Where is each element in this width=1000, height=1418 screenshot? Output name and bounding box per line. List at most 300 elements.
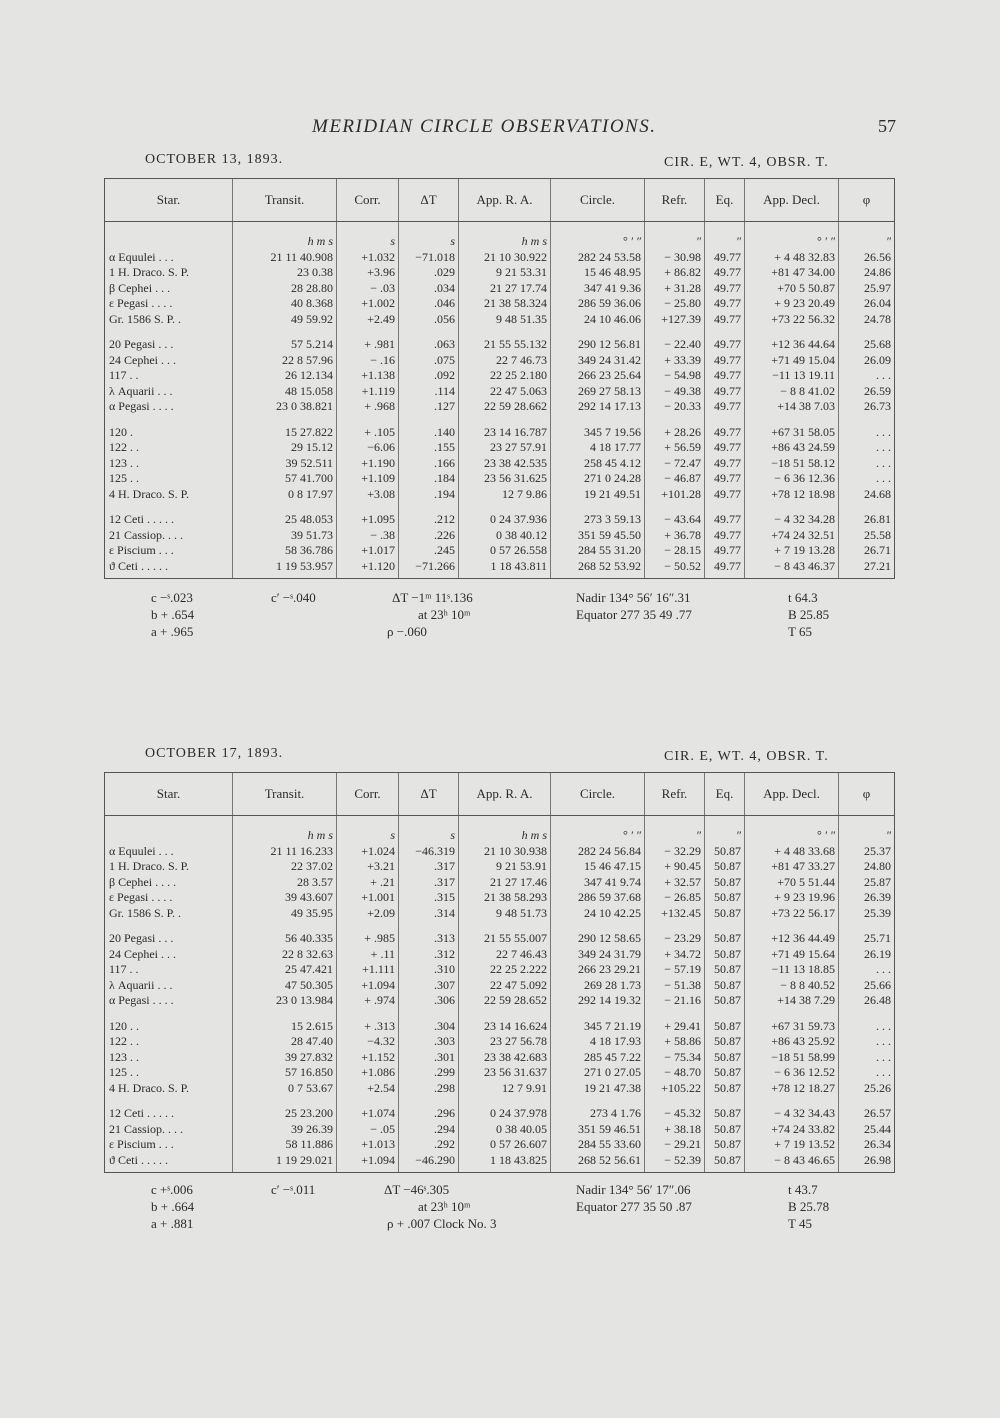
column-header: φ [839, 773, 895, 816]
section-instrument: CIR. E, WT. 4, OBSR. T. [664, 155, 829, 170]
column-header: Circle. [551, 773, 645, 816]
table-cell: + 58.86 [645, 1034, 705, 1050]
table-row [105, 1137, 895, 1153]
table-cell: 58 36.786 [233, 543, 337, 559]
table-cell: − 52.39 [645, 1153, 705, 1173]
unit-cell: ° ′ ″ [551, 816, 645, 844]
table-cell: +101.28 [645, 487, 705, 503]
table-cell: +81 47 34.00 [745, 265, 839, 281]
column-header: App. Decl. [745, 179, 839, 222]
star-name-cell: 20 Pegasi . . . [105, 931, 233, 947]
table-cell: .140 [399, 425, 459, 441]
table-row [105, 931, 895, 947]
table-row [105, 384, 895, 400]
table-row [105, 399, 895, 415]
table-cell: 26.04 [839, 296, 895, 312]
table-cell: 286 59 37.68 [551, 890, 645, 906]
table-cell: 49.77 [705, 487, 745, 503]
table-cell: 21 27 17.46 [459, 875, 551, 891]
table-cell: 50.87 [705, 1137, 745, 1153]
table-cell: +127.39 [645, 312, 705, 328]
table-cell: 23 38 42.683 [459, 1050, 551, 1066]
group-spacer [105, 502, 895, 512]
table-row [105, 296, 895, 312]
table-cell: 50.87 [705, 1153, 745, 1173]
table-cell: + 4 48 33.68 [745, 844, 839, 860]
unit-cell: h m s [233, 816, 337, 844]
table-cell: 347 41 9.74 [551, 875, 645, 891]
table-cell: . . . [839, 1050, 895, 1066]
table-cell: +70 5 51.44 [745, 875, 839, 891]
star-name-cell: α Pegasi . . . . [105, 399, 233, 415]
table-cell: .194 [399, 487, 459, 503]
table-cell: 50.87 [705, 875, 745, 891]
table-cell: − .03 [337, 281, 399, 297]
footer-at: at 23ʰ 10ᵐ [418, 607, 471, 622]
table-cell: 26.59 [839, 384, 895, 400]
unit-cell: ″ [705, 816, 745, 844]
footer-equator: Equator 277 35 49 .77 [576, 607, 692, 622]
table-cell: +1.094 [337, 1153, 399, 1173]
star-name-cell: 120 . [105, 425, 233, 441]
table-cell: 47 50.305 [233, 978, 337, 994]
table-cell: +3.08 [337, 487, 399, 503]
table-cell: 23 14 16.624 [459, 1019, 551, 1035]
table-cell: +2.09 [337, 906, 399, 922]
table-cell: + 7 19 13.28 [745, 543, 839, 559]
table-cell: 15 27.822 [233, 425, 337, 441]
table-cell: .046 [399, 296, 459, 312]
table-cell: −46.319 [399, 844, 459, 860]
units-row [105, 816, 895, 844]
star-name-cell: ε Piscium . . . [105, 543, 233, 559]
table-cell: +1.152 [337, 1050, 399, 1066]
table-cell: + .11 [337, 947, 399, 963]
table-cell: 21 10 30.922 [459, 250, 551, 266]
table-cell: − 75.34 [645, 1050, 705, 1066]
table-cell: 19 21 49.51 [551, 487, 645, 503]
star-name-cell: 20 Pegasi . . . [105, 337, 233, 353]
table-cell: − 45.32 [645, 1106, 705, 1122]
table-cell: − 22.40 [645, 337, 705, 353]
table-cell: 290 12 58.65 [551, 931, 645, 947]
table-cell: +67 31 58.05 [745, 425, 839, 441]
table-cell: 1 19 29.021 [233, 1153, 337, 1173]
table-cell: 25 48.053 [233, 512, 337, 528]
table-cell: 50.87 [705, 931, 745, 947]
table-cell: 50.87 [705, 890, 745, 906]
footer-c: c +ˢ.006 [151, 1182, 193, 1197]
table-cell: 50.87 [705, 993, 745, 1009]
table-row [105, 265, 895, 281]
unit-cell: ″ [839, 222, 895, 250]
table-cell: 26.56 [839, 250, 895, 266]
unit-cell: ″ [839, 816, 895, 844]
column-header: Refr. [645, 179, 705, 222]
table-cell: +1.109 [337, 471, 399, 487]
table-cell: 351 59 46.51 [551, 1122, 645, 1138]
running-head [0, 116, 1000, 140]
table-cell: 349 24 31.42 [551, 353, 645, 369]
table-cell: +12 36 44.49 [745, 931, 839, 947]
table-cell: 21 55 55.132 [459, 337, 551, 353]
group-spacer [105, 1009, 895, 1019]
footer-nadir: Nadir 134° 56′ 17″.06 [576, 1182, 691, 1197]
table-cell: 24.80 [839, 859, 895, 875]
table-cell: −71.266 [399, 559, 459, 579]
table-cell: − 48.70 [645, 1065, 705, 1081]
table-cell: 49.77 [705, 296, 745, 312]
table-cell: 22 8 57.96 [233, 353, 337, 369]
table-cell: 28 28.80 [233, 281, 337, 297]
table-cell: −18 51 58.12 [745, 456, 839, 472]
table-row [105, 543, 895, 559]
table-cell: 27.21 [839, 559, 895, 579]
table-cell: + 31.28 [645, 281, 705, 297]
table-cell: 15 2.615 [233, 1019, 337, 1035]
unit-cell [105, 816, 233, 844]
running-title: MERIDIAN CIRCLE OBSERVATIONS. [312, 116, 657, 137]
star-name-cell: 123 . . [105, 456, 233, 472]
table-cell: 49.77 [705, 425, 745, 441]
footer-at: at 23ʰ 10ᵐ [418, 1199, 471, 1214]
table-cell: 49.77 [705, 559, 745, 579]
table-cell: 286 59 36.06 [551, 296, 645, 312]
table-cell: − 30.98 [645, 250, 705, 266]
table-cell: 49.77 [705, 384, 745, 400]
star-name-cell: β Cephei . . . [105, 281, 233, 297]
table-cell: 345 7 19.56 [551, 425, 645, 441]
table-row [105, 844, 895, 860]
table-cell: − .38 [337, 528, 399, 544]
table-cell: +78 12 18.98 [745, 487, 839, 503]
table-cell: .307 [399, 978, 459, 994]
table-cell: −11 13 18.85 [745, 962, 839, 978]
table-cell: 40 8.368 [233, 296, 337, 312]
table-cell: . . . [839, 1019, 895, 1035]
footer-equator: Equator 277 35 50 .87 [576, 1199, 692, 1214]
column-header: Star. [105, 179, 233, 222]
table-cell: .296 [399, 1106, 459, 1122]
table-cell: 25.58 [839, 528, 895, 544]
table-cell: 24.68 [839, 487, 895, 503]
table-cell: .299 [399, 1065, 459, 1081]
table-cell: +1.119 [337, 384, 399, 400]
footer-T: T 65 [788, 624, 812, 639]
star-name-cell: Gr. 1586 S. P. . [105, 312, 233, 328]
table-cell: 39 43.607 [233, 890, 337, 906]
table-row [105, 962, 895, 978]
table-cell: 57 41.700 [233, 471, 337, 487]
unit-cell: h m s [233, 222, 337, 250]
table-cell: 49.77 [705, 368, 745, 384]
table-cell: 28 47.40 [233, 1034, 337, 1050]
table-cell: 268 52 53.92 [551, 559, 645, 579]
table-cell: +1.032 [337, 250, 399, 266]
table-cell: 26.48 [839, 993, 895, 1009]
table-cell: + 29.41 [645, 1019, 705, 1035]
table-cell: +86 43 25.92 [745, 1034, 839, 1050]
column-header: Eq. [705, 179, 745, 222]
table-row [105, 1019, 895, 1035]
table-cell: . . . [839, 440, 895, 456]
table-cell: − 72.47 [645, 456, 705, 472]
footer-a: a + .965 [151, 624, 194, 639]
table-cell: +14 38 7.29 [745, 993, 839, 1009]
table-cell: + .21 [337, 875, 399, 891]
table-cell: 25.97 [839, 281, 895, 297]
table-cell: 284 55 33.60 [551, 1137, 645, 1153]
table-cell: +71 49 15.64 [745, 947, 839, 963]
table-cell: +3.21 [337, 859, 399, 875]
table-cell: 25.87 [839, 875, 895, 891]
table-row [105, 1050, 895, 1066]
table-cell: 22 25 2.222 [459, 962, 551, 978]
table-cell: +12 36 44.64 [745, 337, 839, 353]
table-row [105, 456, 895, 472]
table-cell: .226 [399, 528, 459, 544]
table-cell: +2.49 [337, 312, 399, 328]
table-cell: 25 23.200 [233, 1106, 337, 1122]
table-cell: 268 52 56.61 [551, 1153, 645, 1173]
table-cell: 1 18 43.825 [459, 1153, 551, 1173]
star-name-cell: 4 H. Draco. S. P. [105, 487, 233, 503]
table-row [105, 440, 895, 456]
table-row [105, 1081, 895, 1097]
table-cell: 285 45 7.22 [551, 1050, 645, 1066]
star-name-cell: 1 H. Draco. S. P. [105, 859, 233, 875]
table-cell: 24.78 [839, 312, 895, 328]
table-cell: +1.001 [337, 890, 399, 906]
table-cell: 50.87 [705, 947, 745, 963]
group-spacer [105, 327, 895, 337]
table-cell: 12 7 9.91 [459, 1081, 551, 1097]
table-cell: −46.290 [399, 1153, 459, 1173]
column-header: Star. [105, 773, 233, 816]
table-cell: 0 7 53.67 [233, 1081, 337, 1097]
table-cell: 48 15.058 [233, 384, 337, 400]
footer-rho: ρ + .007 Clock No. 3 [387, 1216, 497, 1231]
table-cell: 23 56 31.637 [459, 1065, 551, 1081]
column-header: Corr. [337, 773, 399, 816]
table-cell: +73 22 56.17 [745, 906, 839, 922]
star-name-cell: 123 . . [105, 1050, 233, 1066]
table-cell: +70 5 50.87 [745, 281, 839, 297]
unit-cell: ° ′ ″ [745, 816, 839, 844]
group-spacer [105, 921, 895, 931]
table-cell: .127 [399, 399, 459, 415]
star-name-cell: 122 . . [105, 440, 233, 456]
table-cell: − .05 [337, 1122, 399, 1138]
table-cell: .092 [399, 368, 459, 384]
table-cell: . . . [839, 471, 895, 487]
table-cell: 269 28 1.73 [551, 978, 645, 994]
table-cell: . . . [839, 368, 895, 384]
table-cell: +1.086 [337, 1065, 399, 1081]
table-cell: .155 [399, 440, 459, 456]
table-cell: +67 31 59.73 [745, 1019, 839, 1035]
table-cell: 290 12 56.81 [551, 337, 645, 353]
footer-nadir: Nadir 134° 56′ 16″.31 [576, 590, 691, 605]
table-row [105, 353, 895, 369]
table-cell: .303 [399, 1034, 459, 1050]
table-cell: 347 41 9.36 [551, 281, 645, 297]
table-cell: 26.98 [839, 1153, 895, 1173]
column-header: Refr. [645, 773, 705, 816]
table-cell: − 8 43 46.37 [745, 559, 839, 579]
table-cell: 49.77 [705, 456, 745, 472]
table-cell: 9 48 51.35 [459, 312, 551, 328]
table-cell: −11 13 19.11 [745, 368, 839, 384]
table-cell: 22 59 28.652 [459, 993, 551, 1009]
table-cell: 49.77 [705, 250, 745, 266]
table-row [105, 281, 895, 297]
star-name-cell: 122 . . [105, 1034, 233, 1050]
table-cell: 50.87 [705, 1106, 745, 1122]
table-cell: 23 0 38.821 [233, 399, 337, 415]
table-cell: 50.87 [705, 1019, 745, 1035]
section-date: OCTOBER 17, 1893. [145, 746, 284, 761]
table-cell: +78 12 18.27 [745, 1081, 839, 1097]
table-cell: 351 59 45.50 [551, 528, 645, 544]
star-name-cell: 24 Cephei . . . [105, 947, 233, 963]
star-name-cell: α Equulei . . . [105, 844, 233, 860]
footer-T: T 45 [788, 1216, 812, 1231]
star-name-cell: 24 Cephei . . . [105, 353, 233, 369]
table-cell: 271 0 24.28 [551, 471, 645, 487]
table-cell: + 38.18 [645, 1122, 705, 1138]
table-cell: 271 0 27.05 [551, 1065, 645, 1081]
table-row [105, 528, 895, 544]
table-cell: 26.71 [839, 543, 895, 559]
table-cell: +1.111 [337, 962, 399, 978]
table-cell: 269 27 58.13 [551, 384, 645, 400]
star-name-cell: Gr. 1586 S. P. . [105, 906, 233, 922]
table-cell: − 54.98 [645, 368, 705, 384]
table-cell: 28 3.57 [233, 875, 337, 891]
table-cell: 21 27 17.74 [459, 281, 551, 297]
table-cell: 282 24 53.58 [551, 250, 645, 266]
table-cell: 22 37.02 [233, 859, 337, 875]
table-cell: + .313 [337, 1019, 399, 1035]
table-cell: 23 56 31.625 [459, 471, 551, 487]
table-cell: 50.87 [705, 1122, 745, 1138]
table-cell: 26.34 [839, 1137, 895, 1153]
table-cell: +1.017 [337, 543, 399, 559]
star-name-cell: α Equulei . . . [105, 250, 233, 266]
unit-cell: ° ′ ″ [551, 222, 645, 250]
table-cell: 49.77 [705, 512, 745, 528]
section-date: OCTOBER 13, 1893. [145, 152, 284, 167]
table-cell: − 8 8 40.52 [745, 978, 839, 994]
table-cell: . . . [839, 962, 895, 978]
table-cell: + 9 23 20.49 [745, 296, 839, 312]
table-cell: 15 46 47.15 [551, 859, 645, 875]
table-cell: − 21.16 [645, 993, 705, 1009]
unit-cell: ″ [645, 816, 705, 844]
table-cell: 12 7 9.86 [459, 487, 551, 503]
table-cell: +1.138 [337, 368, 399, 384]
table-cell: − 6 36 12.36 [745, 471, 839, 487]
star-name-cell: λ Aquarii . . . [105, 384, 233, 400]
table-cell: +105.22 [645, 1081, 705, 1097]
table-cell: 22 8 32.63 [233, 947, 337, 963]
table-cell: 292 14 17.13 [551, 399, 645, 415]
table-cell: .166 [399, 456, 459, 472]
table-cell: 56 40.335 [233, 931, 337, 947]
table-cell: .306 [399, 993, 459, 1009]
table-row [105, 471, 895, 487]
star-name-cell: 125 . . [105, 1065, 233, 1081]
table-cell: . . . [839, 456, 895, 472]
table-cell: +14 38 7.03 [745, 399, 839, 415]
table-cell: 25.37 [839, 844, 895, 860]
table-cell: 23 0 13.984 [233, 993, 337, 1009]
footer-a: a + .881 [151, 1216, 194, 1231]
column-header: Transit. [233, 773, 337, 816]
column-header: ΔT [399, 773, 459, 816]
table-cell: +1.095 [337, 512, 399, 528]
footer-c-prime: c′ −ˢ.040 [271, 590, 316, 605]
table-cell: 49 59.92 [233, 312, 337, 328]
table-cell: + 33.39 [645, 353, 705, 369]
table-row [105, 1122, 895, 1138]
table-cell: −6.06 [337, 440, 399, 456]
table-cell: + 86.82 [645, 265, 705, 281]
table-cell: −18 51 58.99 [745, 1050, 839, 1066]
table-cell: 50.87 [705, 859, 745, 875]
table-row [105, 512, 895, 528]
table-row [105, 368, 895, 384]
table-row [105, 337, 895, 353]
table-cell: 50.87 [705, 962, 745, 978]
column-header: Circle. [551, 179, 645, 222]
table-cell: 26.39 [839, 890, 895, 906]
footer-c: c −ˢ.023 [151, 590, 193, 605]
table-cell: +86 43 24.59 [745, 440, 839, 456]
table-cell: .314 [399, 906, 459, 922]
footer-rho: ρ −.060 [387, 624, 427, 639]
table-cell: 21 11 40.908 [233, 250, 337, 266]
table-cell: + 56.59 [645, 440, 705, 456]
star-name-cell: ε Pegasi . . . . [105, 890, 233, 906]
table-cell: .313 [399, 931, 459, 947]
table-cell: + 90.45 [645, 859, 705, 875]
footer-delta-t: ΔT −46ˢ.305 [384, 1182, 450, 1197]
star-name-cell: 12 Ceti . . . . . [105, 1106, 233, 1122]
table-cell: 0 8 17.97 [233, 487, 337, 503]
table-cell: .292 [399, 1137, 459, 1153]
table-cell: 23 27 57.91 [459, 440, 551, 456]
table-cell: 24.86 [839, 265, 895, 281]
table-cell: − .16 [337, 353, 399, 369]
table-cell: .317 [399, 875, 459, 891]
table-cell: .184 [399, 471, 459, 487]
table-row [105, 1153, 895, 1173]
table-cell: .310 [399, 962, 459, 978]
table-cell: 0 24 37.936 [459, 512, 551, 528]
table-cell: + .974 [337, 993, 399, 1009]
table-cell: 49.77 [705, 528, 745, 544]
table-cell: − 51.38 [645, 978, 705, 994]
table-cell: 39 52.511 [233, 456, 337, 472]
table-cell: 23 27 56.78 [459, 1034, 551, 1050]
table-row [105, 1034, 895, 1050]
table-cell: 49.77 [705, 399, 745, 415]
table-cell: 266 23 29.21 [551, 962, 645, 978]
table-cell: 50.87 [705, 844, 745, 860]
table-cell: 49.77 [705, 353, 745, 369]
